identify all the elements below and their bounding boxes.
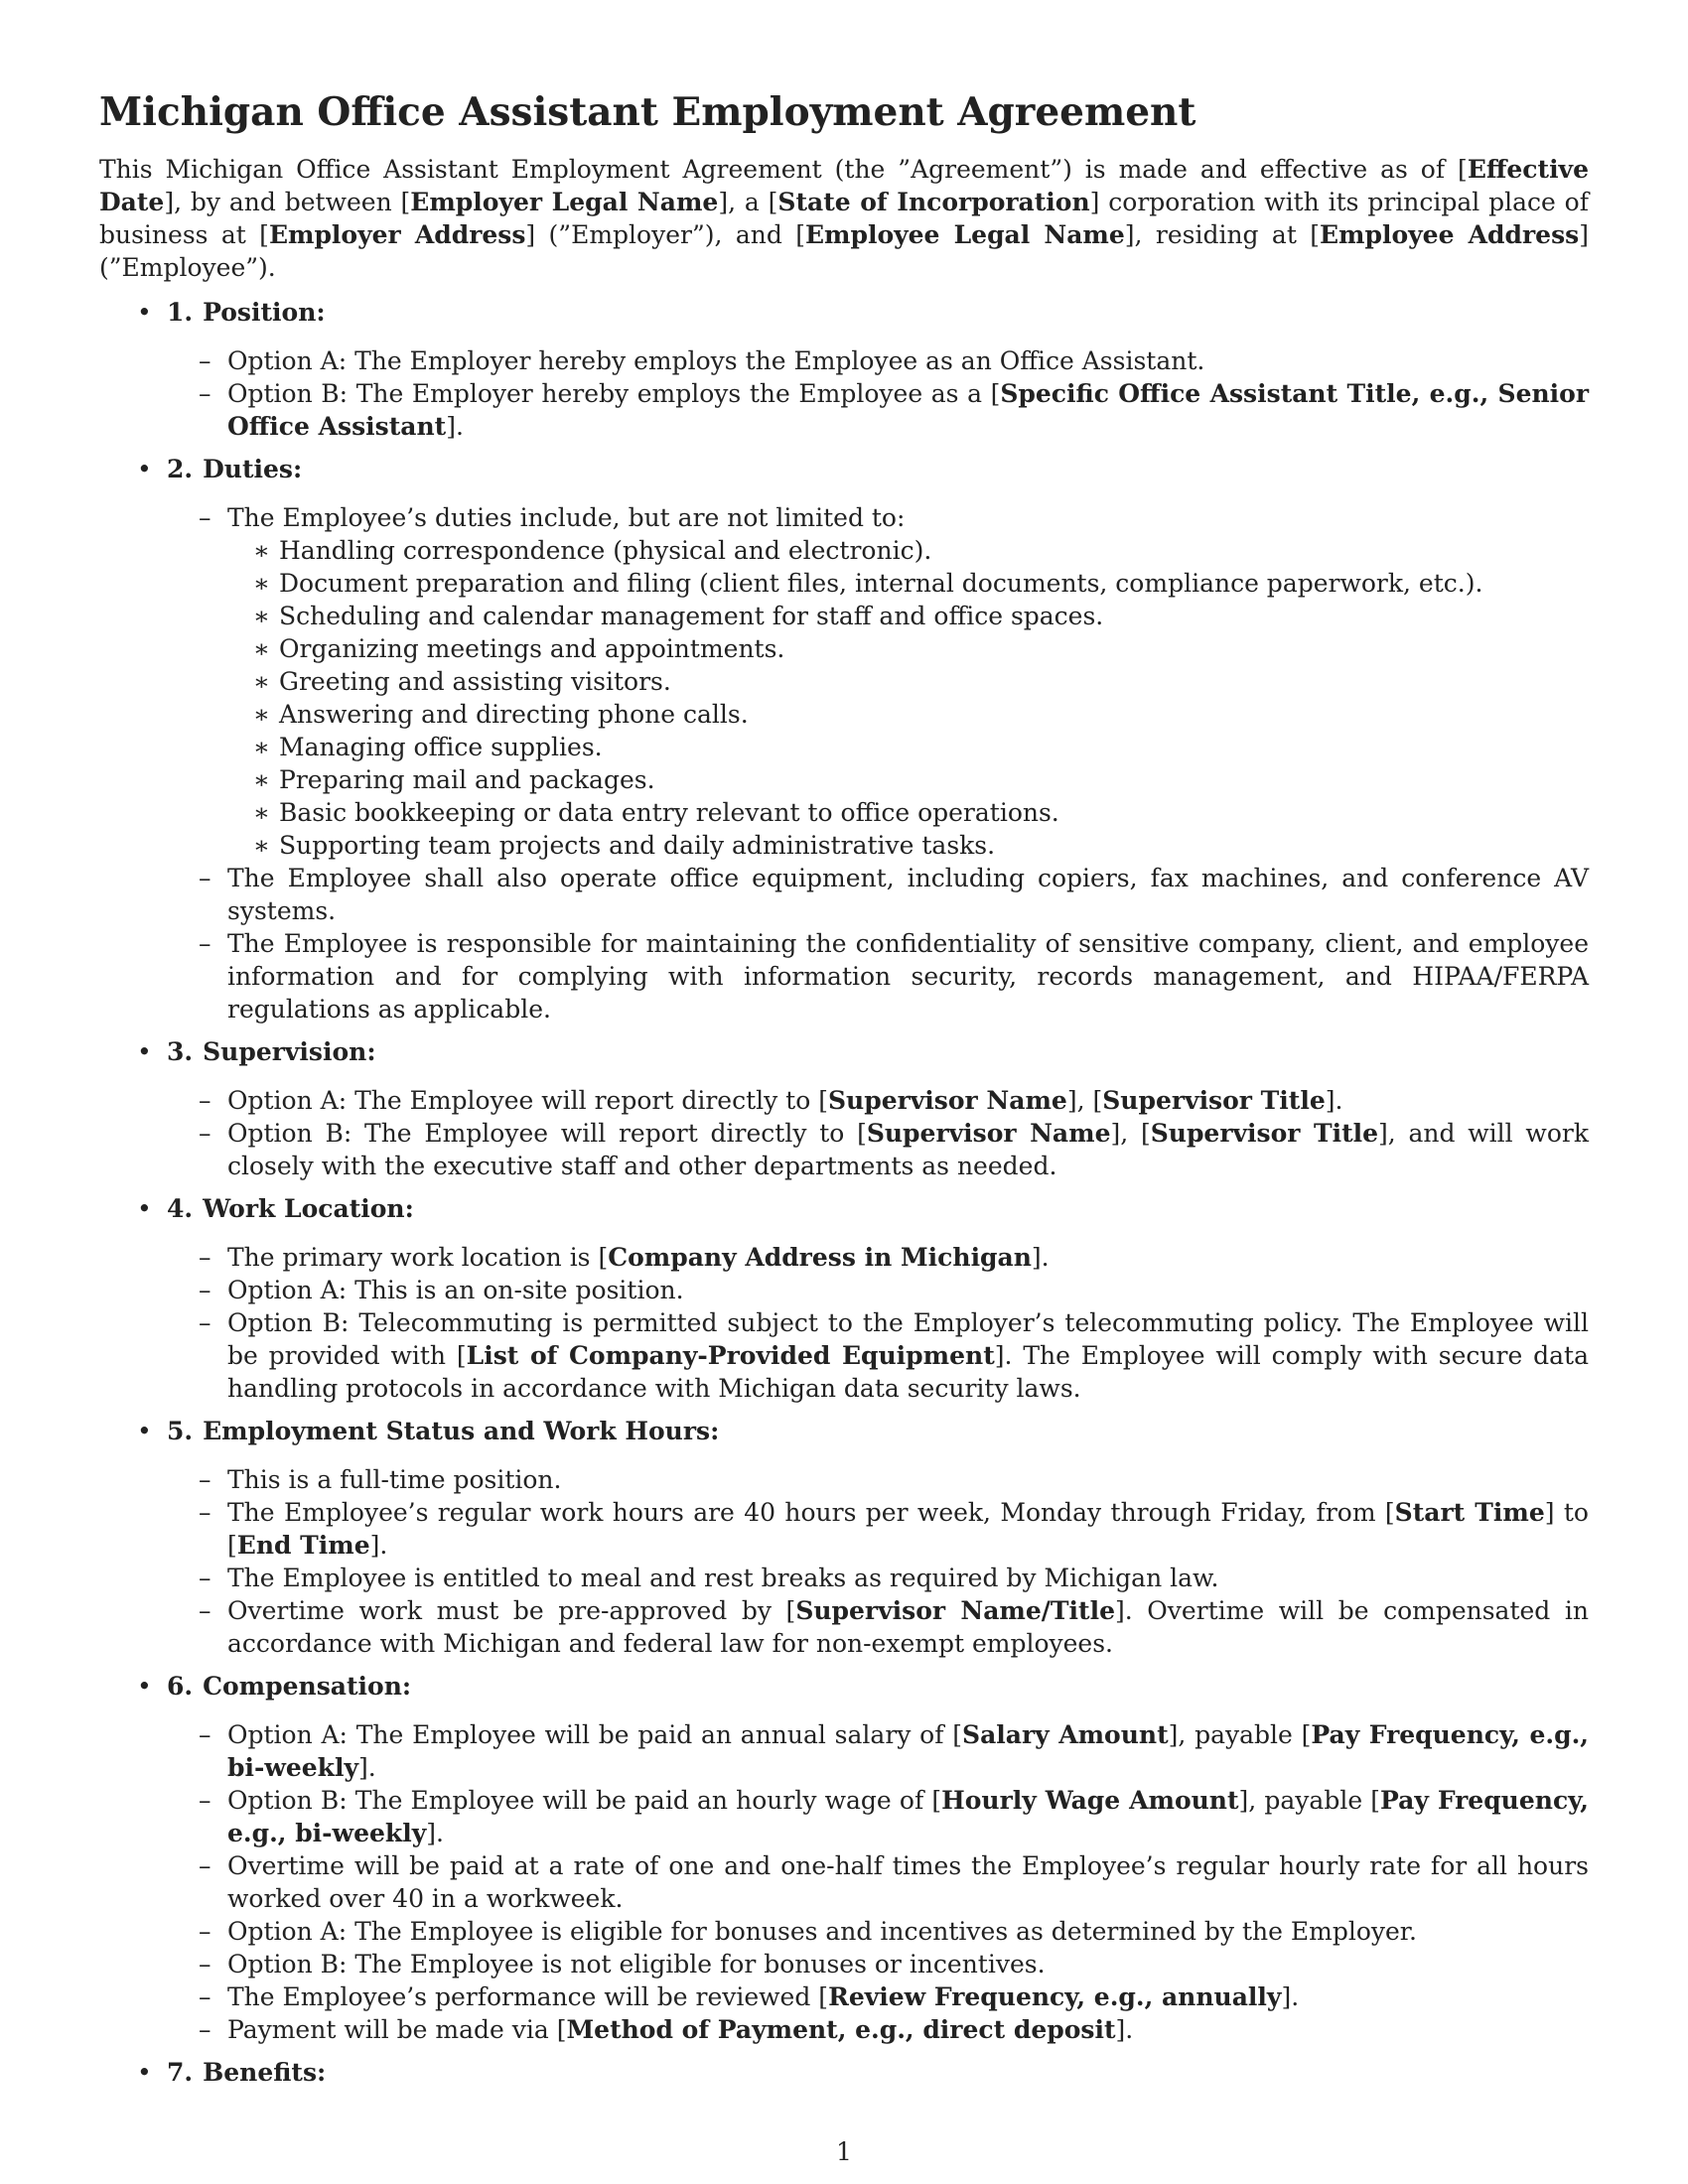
section-heading-text: Compensation: <box>203 1672 412 1701</box>
duty-text: Basic bookkeeping or data entry relevant to office operations. <box>279 798 1059 827</box>
clause-text: Option B: The Employee will be paid an hourly wage of [ <box>227 1786 942 1815</box>
clause-text: ]. <box>1031 1243 1050 1272</box>
section-number: 1. <box>167 298 194 327</box>
duty-item <box>99 632 1589 665</box>
clause-text: Option A: This is an on-site position. <box>227 1276 684 1304</box>
clause-text: ]. <box>1115 2015 1134 2044</box>
duty-item <box>99 665 1589 698</box>
clause-item <box>99 1117 1589 1182</box>
dash-icon: – <box>199 1086 211 1115</box>
page-number: 1 <box>836 2137 852 2166</box>
duty-item <box>99 796 1589 829</box>
clause-text: The primary work location is [ <box>227 1243 609 1272</box>
clause-item <box>99 1849 1589 1915</box>
clause-text: Option B: Telecommuting is permitted subject to the Employer’s telecommuting policy. The Employee will be provided with [ <box>227 1308 1589 1370</box>
section-number: 5. <box>167 1417 194 1445</box>
asterisk-icon: ∗ <box>253 602 270 630</box>
dash-icon: – <box>199 346 211 375</box>
clause-placeholder: Review Frequency, e.g., annually <box>828 1982 1282 2011</box>
dash-icon: – <box>199 1720 211 1749</box>
document-title: Michigan Office Assistant Employment Agreement <box>99 89 1196 135</box>
duty-text: Scheduling and calendar management for staff and office spaces. <box>279 602 1104 630</box>
clause-text: ]. <box>446 412 464 441</box>
dash-icon: – <box>199 864 211 892</box>
intro-placeholder: Employer Address <box>268 220 526 249</box>
intro-placeholder: Effective Date <box>99 155 1589 216</box>
clause-placeholder: Pay Frequency, e.g., bi-weekly <box>227 1786 1589 1847</box>
clause-text: ], [ <box>1110 1119 1151 1148</box>
duty-item <box>99 731 1589 763</box>
bullet-icon: • <box>137 455 152 483</box>
section-heading <box>99 1192 1589 1225</box>
clause-item <box>99 1594 1589 1660</box>
dash-icon: – <box>199 1786 211 1815</box>
clause-placeholder: Method of Payment, e.g., direct deposit <box>566 2015 1116 2044</box>
duty-item <box>99 763 1589 796</box>
dash-icon: – <box>199 1851 211 1880</box>
section-number: 7. <box>167 2058 194 2087</box>
duty-text: Managing office supplies. <box>279 733 603 761</box>
clause-text: The Employee’s performance will be reviewed [ <box>227 1982 829 2011</box>
duty-item <box>99 829 1589 862</box>
clause-text: The Employee’s duties include, but are not limited to: <box>227 503 906 532</box>
sections-container <box>99 296 1589 2089</box>
section-number: 2. <box>167 455 194 483</box>
clause-placeholder: Salary Amount <box>962 1720 1169 1749</box>
duty-item <box>99 534 1589 567</box>
bullet-icon: • <box>137 2058 152 2087</box>
section-heading-text: Supervision: <box>203 1037 376 1066</box>
intro-placeholder: State of Incorporation <box>777 188 1090 216</box>
section-7 <box>99 2056 1589 2089</box>
clause-text: This is a full-time position. <box>227 1465 562 1494</box>
section-2 <box>99 453 1589 1025</box>
clause-list <box>99 344 1589 443</box>
clause-item <box>99 1463 1589 1496</box>
intro-text: [ <box>1458 155 1468 184</box>
clause-placeholder: Supervisor Title <box>1150 1119 1379 1148</box>
section-1 <box>99 296 1589 443</box>
duty-text: Handling correspondence (physical and electronic). <box>279 536 932 565</box>
clause-text: ]. <box>1281 1982 1300 2011</box>
bullet-icon: • <box>137 1194 152 1223</box>
clause-item <box>99 1784 1589 1849</box>
clause-list <box>99 1241 1589 1405</box>
section-heading-text: Duties: <box>203 455 303 483</box>
clause-text: ], payable [ <box>1238 1786 1381 1815</box>
clause-item <box>99 1980 1589 2013</box>
dash-icon: – <box>199 2015 211 2044</box>
duty-text: Organizing meetings and appointments. <box>279 634 785 663</box>
clause-text: The Employee shall also operate office equipment, including copiers, fax machines, and conference AV systems. <box>227 864 1589 925</box>
section-5 <box>99 1415 1589 1660</box>
dash-icon: – <box>199 1498 211 1527</box>
intro-paragraph <box>99 153 1589 284</box>
intro-text: ] (”Employer”), and [ <box>525 220 805 249</box>
duty-item <box>99 567 1589 600</box>
clause-item <box>99 1241 1589 1274</box>
dash-icon: – <box>199 1465 211 1494</box>
dash-icon: – <box>199 929 211 958</box>
clause-item <box>99 1718 1589 1784</box>
clause-item <box>99 344 1589 377</box>
asterisk-icon: ∗ <box>253 536 270 565</box>
clause-text: ]. <box>426 1819 444 1847</box>
section-heading <box>99 453 1589 485</box>
clause-text: ]. <box>369 1531 388 1560</box>
asterisk-icon: ∗ <box>253 667 270 696</box>
dash-icon: – <box>199 1276 211 1304</box>
dash-icon: – <box>199 1564 211 1592</box>
duty-list <box>99 534 1589 862</box>
duty-text: Answering and directing phone calls. <box>279 700 749 729</box>
dash-icon: – <box>199 1950 211 1979</box>
asterisk-icon: ∗ <box>253 700 270 729</box>
asterisk-icon: ∗ <box>253 569 270 598</box>
clause-item <box>99 1915 1589 1948</box>
clause-text: ]. <box>1325 1086 1343 1115</box>
clause-text: ]. Overtime will be compensated in accordance with Michigan and federal law for non-exempt employees. <box>227 1596 1589 1658</box>
asterisk-icon: ∗ <box>253 798 270 827</box>
clause-item <box>99 1562 1589 1594</box>
clause-placeholder: Hourly Wage Amount <box>941 1786 1239 1815</box>
clause-item <box>99 1496 1589 1562</box>
section-number: 6. <box>167 1672 194 1701</box>
duty-text: Preparing mail and packages. <box>279 765 655 794</box>
section-heading <box>99 1035 1589 1068</box>
clause-item <box>99 1084 1589 1117</box>
section-4 <box>99 1192 1589 1405</box>
duty-item <box>99 600 1589 632</box>
intro-text: This Michigan Office Assistant Employment Agreement (the ”Agreement”) is made and effective as of <box>99 155 1459 184</box>
dash-icon: – <box>199 1119 211 1148</box>
intro-placeholder: Employee Legal Name <box>804 220 1125 249</box>
asterisk-icon: ∗ <box>253 765 270 794</box>
section-heading <box>99 2056 1589 2089</box>
clause-list <box>99 1084 1589 1182</box>
section-6 <box>99 1670 1589 2046</box>
dash-icon: – <box>199 1917 211 1946</box>
section-heading <box>99 1670 1589 1703</box>
section-3 <box>99 1035 1589 1182</box>
clause-item <box>99 1948 1589 1980</box>
clause-placeholder: List of Company-Provided Equipment <box>466 1341 995 1370</box>
clause-text: Payment will be made via [ <box>227 2015 567 2044</box>
clause-text: ]. The Employee will comply with secure data handling protocols in accordance with Michigan data security laws. <box>227 1341 1589 1403</box>
intro-text: ], a [ <box>718 188 778 216</box>
clause-placeholder: Supervisor Name <box>827 1086 1067 1115</box>
section-heading-text: Benefits: <box>203 2058 327 2087</box>
dash-icon: – <box>199 1596 211 1625</box>
clause-text: The Employee is responsible for maintaining the confidentiality of sensitive company, client, and employee information and for complying with information security, records management, and HIPAA/FERPA regulations as applicable. <box>227 929 1589 1024</box>
section-number: 4. <box>167 1194 194 1223</box>
clause-item <box>99 862 1589 927</box>
clause-text: Option A: The Employee will be paid an annual salary of [ <box>227 1720 963 1749</box>
section-heading <box>99 296 1589 329</box>
intro-text: ], residing at [ <box>1124 220 1320 249</box>
clause-item <box>99 927 1589 1025</box>
document-page <box>99 87 1589 2105</box>
duty-item <box>99 698 1589 731</box>
intro-text: ], by and between [ <box>164 188 411 216</box>
clause-list <box>99 1463 1589 1660</box>
section-heading <box>99 1415 1589 1447</box>
clause-text: ], [ <box>1066 1086 1103 1115</box>
clause-text: Option A: The Employee will report directly to [ <box>227 1086 828 1115</box>
clause-placeholder: Supervisor Name <box>866 1119 1111 1148</box>
section-heading-text: Work Location: <box>203 1194 414 1223</box>
clause-list <box>99 501 1589 1025</box>
clause-text: ], and will work closely with the executive staff and other departments as needed. <box>227 1119 1589 1180</box>
clause-item <box>99 1274 1589 1306</box>
clause-item <box>99 2013 1589 2046</box>
intro-text: ] corporation with its principal place of business at [ <box>99 188 1589 249</box>
duty-text: Supporting team projects and daily administrative tasks. <box>279 831 996 860</box>
dash-icon: – <box>199 1982 211 2011</box>
clause-text: Option A: The Employee is eligible for bonuses and incentives as determined by the Employer. <box>227 1917 1417 1946</box>
asterisk-icon: ∗ <box>253 733 270 761</box>
clause-text: Option B: The Employee will report directly to [ <box>227 1119 867 1148</box>
duty-text: Document preparation and filing (client files, internal documents, compliance paperwork, etc.). <box>279 569 1483 598</box>
clause-text: ]. <box>358 1753 376 1782</box>
intro-text: ] (”Employee”). <box>99 220 1589 282</box>
dash-icon: – <box>199 503 211 532</box>
clause-text: Overtime will be paid at a rate of one and one-half times the Employee’s regular hourly rate for all hours worked over 40 in a workweek. <box>227 1851 1589 1913</box>
clause-item <box>99 1306 1589 1405</box>
clause-text: ], payable [ <box>1168 1720 1312 1749</box>
bullet-icon: • <box>137 1417 152 1445</box>
duty-text: Greeting and assisting visitors. <box>279 667 671 696</box>
bullet-icon: • <box>137 1037 152 1066</box>
bullet-icon: • <box>137 1672 152 1701</box>
clause-text: Option A: The Employer hereby employs the Employee as an Office Assistant. <box>227 346 1205 375</box>
section-heading-text: Employment Status and Work Hours: <box>203 1417 720 1445</box>
intro-placeholder: Employee Address <box>1320 220 1580 249</box>
clause-text: The Employee is entitled to meal and rest breaks as required by Michigan law. <box>227 1564 1219 1592</box>
clause-placeholder: Supervisor Name/Title <box>795 1596 1115 1625</box>
clause-text: The Employee’s regular work hours are 40 hours per week, Monday through Friday, from [ <box>227 1498 1395 1527</box>
asterisk-icon: ∗ <box>253 831 270 860</box>
clause-placeholder: Company Address in Michigan <box>608 1243 1032 1272</box>
dash-icon: – <box>199 1308 211 1337</box>
clause-text: Option B: The Employee is not eligible for bonuses or incentives. <box>227 1950 1046 1979</box>
intro-placeholder: Employer Legal Name <box>410 188 719 216</box>
clause-item <box>99 501 1589 534</box>
clause-item <box>99 377 1589 443</box>
section-number: 3. <box>167 1037 194 1066</box>
clause-text: ] to [ <box>227 1498 1589 1560</box>
clause-placeholder: End Time <box>236 1531 370 1560</box>
clause-placeholder: Specific Office Assistant Title, e.g., Senior Office Assistant <box>227 379 1589 441</box>
dash-icon: – <box>199 379 211 408</box>
clause-placeholder: Supervisor Title <box>1102 1086 1326 1115</box>
section-heading-text: Position: <box>203 298 326 327</box>
clause-list <box>99 1718 1589 2046</box>
dash-icon: – <box>199 1243 211 1272</box>
clause-text: Option B: The Employer hereby employs the Employee as a [ <box>227 379 1001 408</box>
clause-placeholder: Pay Frequency, e.g., bi-weekly <box>227 1720 1589 1782</box>
clause-text: Overtime work must be pre-approved by [ <box>227 1596 796 1625</box>
bullet-icon: • <box>137 298 152 327</box>
asterisk-icon: ∗ <box>253 634 270 663</box>
clause-placeholder: Start Time <box>1394 1498 1545 1527</box>
